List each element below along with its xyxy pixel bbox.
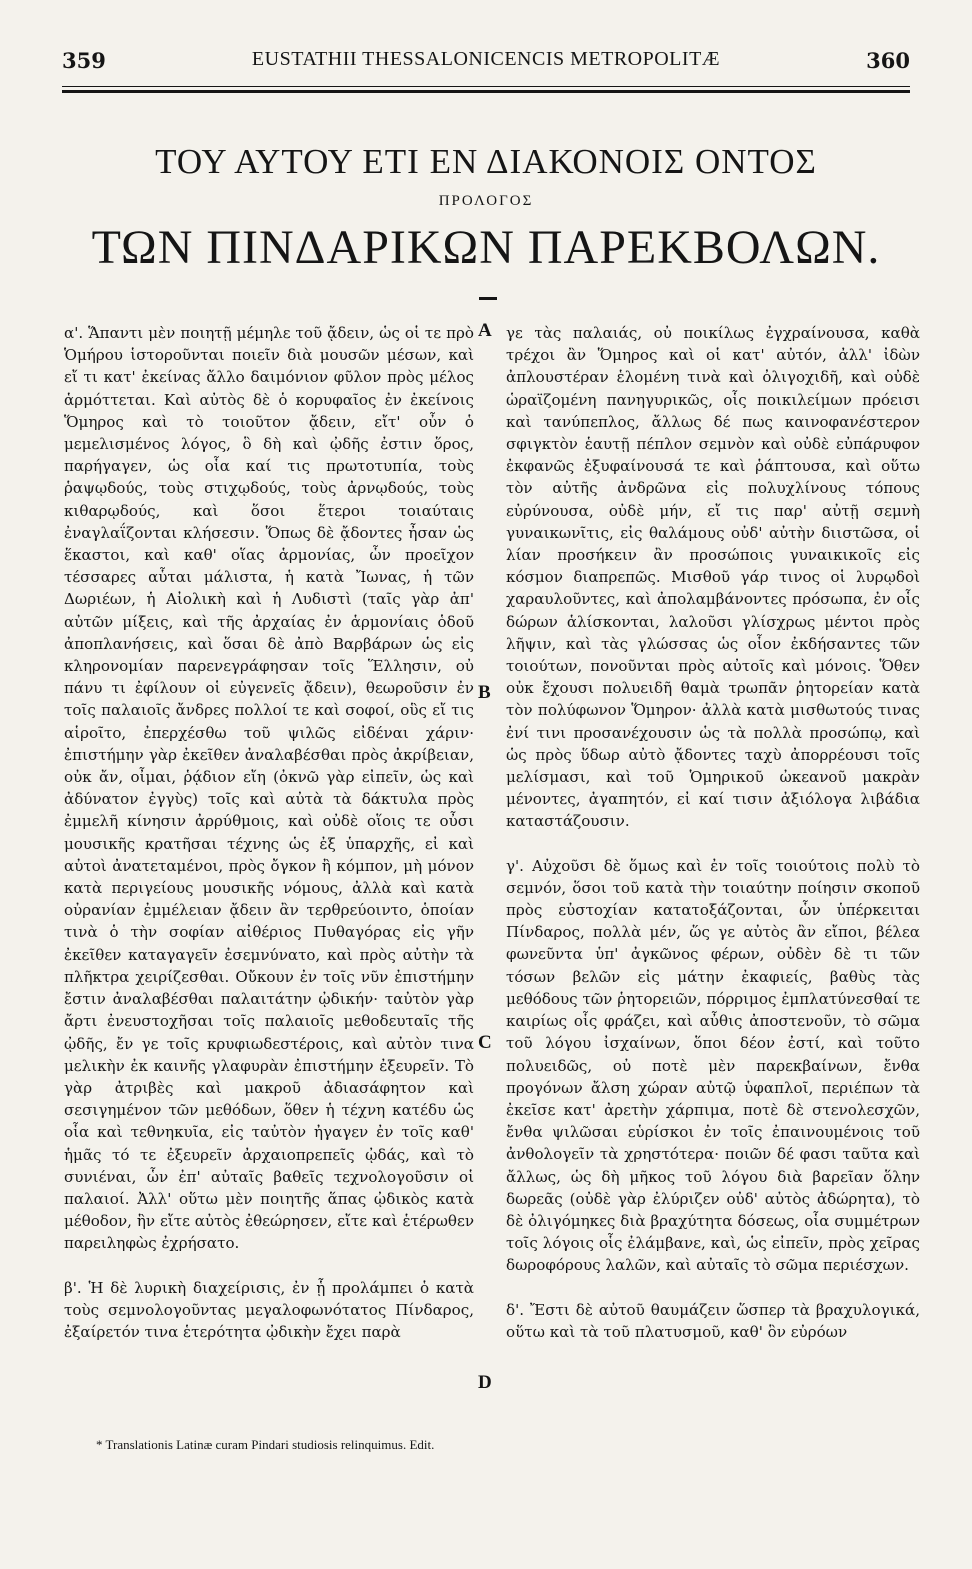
title-line-1: ΤΟΥ ΑΥΤΟΥ ΕΤΙ ΕΝ ΔΙΑΚΟΝΟΙΣ ΟΝΤΟΣ xyxy=(155,142,817,181)
title-main: ΤΩΝ ΠΙΝΔΑΡΙΚΩΝ ΠΑΡΕΚΒΟΛΩΝ. xyxy=(91,221,881,274)
title-prologue: ΠΡΟΛΟΓΟΣ xyxy=(438,193,534,209)
section-marker-b: B xyxy=(478,682,491,703)
paragraph-alpha-continued: γε τὰς παλαιάς, οὐ ποικίλως ἐγχραίνουσα, καθὰ τρέχοι ἂν Ὅμηρος καὶ οἱ κατ' αὐτόν, ἀλλ' ἰδὼν ἀπλουστέραν ἑλομένη τινὰ καὶ ὀλιγοχιδῆ, καὶ οὐδὲ ὡραϊζομένη πανηγυρικῶς, οἷς ποικιλείμων πρόεισι καὶ τανύπεπλος, ἄλλως δέ πως καινοφανέστερον σφιγκτὸν ἑαυτῇ πέπλον σεμνὸν καὶ οὐδὲ εὐπάρυφον ἐκφανῶς ἐξυφαίνουσά τε καὶ ῥάπτουσα, καὶ οὕτω τὸν αὐτῆς ἀνδρῶνα εἰς πολυχλίνους τόπους εὐρύνουσα, οὐδὲ μήν, εἴ τις παρ' αὐτῇ σεμνὴ γυναικωνῖτις, εἰς θαλάμους οὐδ' αὐτὴν διιστῶσα, οἱ λίαν προσήκειν ἂν προσώποις γυναικικοῖς εἰς κόσμον διαπρεπῶς. Μισθοῦ γάρ τινος οἱ λυρῳδοὶ χαραυλοῦντες, καὶ ἀπολαμβάνοντες πρόσωπα, ἐν οἷς δώρων ἁλίσκονται, λαλοῦσι γλίσχρως μέντοι πρὸς λῆψιν, καὶ τὰς γλώσσας ὡς οἷον ἐκδήσαντες τῶν τοιούτων, πονοῦνται πρὸς αὐτοῖς καὶ μόνοις. Ὅθεν οὐκ ἔχουσι πολυειδῆ θαμὰ τρωπᾶν ῥητορείαν κατὰ τὸν πολύφωνον Ὅμηρον· ἀλλὰ κατὰ μισθωτούς τινας ἐνί τινι προσανέχουσιν ὡς τὰ πολλὰ προσώπῳ, καὶ ὡς πρὸς ὕδωρ αὐτὸ ᾄδοντες ταχὺ ἀπορρέουσι τοῖς μελίσμασι, καὶ τοῦ Ὁμηρικοῦ ὠκεανοῦ μακρὰν μένοντες, ἀγαπητόν, εἰ καί τισιν ἀξιόλογα λιβάδια καταστάζουσιν. xyxy=(506,324,920,831)
paragraph-beta: β'. Ἡ δὲ λυρικὴ διαχείρισις, ἐν ᾗ προλάμπει ὁ κατὰ τοὺς σεμνολογοῦντας μεγαλοφωνότατος Πίνδαρος, ἐξαίρετόν τινα ἑτερότητα ᾠδικὴν ἔχει παρὰ xyxy=(64,1278,474,1341)
paragraph-gamma: γ'. Αὐχοῦσι δὲ ὅμως καὶ ἐν τοῖς τοιούτοις πολὺ τὸ σεμνόν, ὅσοι τοῦ κατὰ τὴν τοιαύτην ποίησιν σκοποῦ πρὸς εὐστοχίαν κατατοξάζονται, ὧν ὑπέρκειται Πίνδαρος, πολλὰ μέν, ὥς γε αὐτὸς ἂν εἴποι, βέλεα φωνεῦντα ὑπ' ἀγκῶνος φέρων, οὐδὲν δὲ τι τῶν τόσων βελῶν εἰς μάτην ἐκαφιείς, βαθὺς τὰς μεθόδους τῶν ῥητορειῶν, πόρριμος ἐμπλατύνεσθαί τε καιρίως οἷς φράζει, καὶ αὖθις ἀποστενοῦν, τὸ σῶμα τοῦ λόγου ἰσχαίνων, ὅποι δέον ἐστί, καὶ τοῦτο πολυειδῶς, οὐ ποτὲ μὲν παρεκβαίνων, ἔνθα προγόνων ἄλση χώραν αὐτῷ ὑφαπλοῖ, περιέπων τὰ ἐκεῖσε κατ' ἀρετὴν χάρπιμα, ποτὲ δὲ στενολεσχῶν, ἔνθα ψιλῶσαι εὑρίσκοι ἐν τοῖς ἐπαινουμένοις τοῦ ἀνθολογεῖν τὰ χρηστότερα· ποιῶν δέ φασι ταῦτα καὶ ἄλλως, ὡς δὴ μῆκος τοῦ λόγου διὰ βαρεῖαν ὅλην δωρεᾶς (οὐδὲ γὰρ ἐλύριζεν οὐδ' αὐτὸς ἀδώρητα), τὸ δὲ ὀλιγόμηκες διὰ βραχύτητα δόσεως, οἷα συμμέτρων τοῖς λόγοις οἷς ἐλάμβανε, καὶ, ὡς εἰπεῖν, πρὸς χεῖρας δωροφόρους λαλῶν, καὶ αὐταῖς τὸ σῶμα περιέσχων. xyxy=(506,856,920,1275)
title-separator-dash xyxy=(479,297,497,300)
paragraph-delta: δ'. Ἔστι δὲ αὐτοῦ θαυμάζειν ὥσπερ τὰ βραχυλογικά, οὕτω καὶ τὰ τοῦ πλατυσμοῦ, καθ' ὃν εὐρόων xyxy=(506,1300,920,1341)
right-column xyxy=(506,322,920,1343)
page-number-left: 359 xyxy=(62,48,106,73)
paragraph-alpha: α'. Ἅπαντι μὲν ποιητῇ μέμηλε τοῦ ᾄδειν, ὡς οἱ τε πρὸ Ὁμήρου ἱστοροῦνται ποιεῖν διὰ μουσῶν μέσων, καὶ εἴ τι κατ' ἐκείνας ἄλλο δαιμόνιον φῦλον πρὸς μέλος ἁρμόττεται. Καὶ αὐτὸς δὲ ὁ κορυφαῖος ἐν ἐκείνοις Ὅμηρος καὶ τὸ τοιοῦτον ᾄδειν, εἴτ' οὖν ὁ μεμελισμένος λόγος, ὃ δὴ καὶ ᾠδῆς ἐστιν ὅρος, παρήγαγεν, ὡς οἷα καί τις πρωτοτυπία, τοὺς ῥαψῳδούς, τοὺς στιχῳδούς, τοὺς ἀρνῳδούς, τοὺς κιθαρῳδούς, καὶ ὅσοι ἕτεροι τοιαύταις ἐναγλαΐζονται κλήσεσιν. Ὅπως δὲ ᾄδοντες ἦσαν ὡς ἕκαστοι, καὶ καθ' οἵας ἁρμονίας, ὧν προεῖχον τέσσαρες αὗται μάλιστα, ἡ κατὰ Ἴωνας, ἡ τῶν Δωριέων, ἡ Αἰολικὴ καὶ ἡ Λυδιστὶ (ταῖς γὰρ ἀπ' αὐτῶν μίξεις, καὶ τῆς ἀρχαίας ἐν ἁρμονίαις ὁδοῦ ἀποπλανήσεις, καὶ ὅσαι δὲ ἀπὸ Βαρβάρων ὡς εἰς κληρονομίαν παρενεγράφησαν τοῖς Ἕλλησιν, οὐ πάνυ τι ἐφίλουν οἱ εὐγενεῖς ᾄδειν), θεωροῦσιν ἐν τοῖς παλαιοῖς ἄνδρες πολλοί τε καὶ σοφοί, οὓς εἴ τις αἱροῖτο, ἐπερχέσθω τοῦ ψιλῶς εἰδέναι χάριν· ἐπιστήμην γὰρ ἐκεῖθεν ἀναλαβέσθαι πρὸς ἀκρίβειαν, οὐκ ἄν, οἶμαι, ῥᾴδιον εἴη (ὀκνῶ γὰρ εἰπεῖν, ὡς καὶ ἀδύνατον ἐγγὺς) τοῖς καὶ αὐτὰ τὰ δάκτυλα πρὸς ἐμμελῆ κίνησιν ἀρρύθμοις, καὶ οὐδὲ οἵοις τε οὖσι μουσικῆς κρατῆσαι τέχνης ὡς ἐξ ὑπαρχῆς, εἰ καὶ αὐτοὶ ἀνατεταμένοι, πρὸς ὄγκον ἢ κόμπον, μὴ μόνον κατὰ περιγείους μουσικῆς νόμους, ἀλλὰ καὶ κατὰ οὐρανίαν ἐμμέλειαν ᾄδειν ἂν τερθρεύοιντο, ὁποίαν τινὰ ὁ τὴν σοφίαν αἰθέριος Πυθαγόρας εἰς γῆν ἐκεῖθεν καταγαγεῖν ἐσεμνύνατο, καὶ πρὸς αὐτὴν τὰ πλῆκτρα χειρίζεσθαι. Οὔκουν ἐν τοῖς νῦν ἐπιστήμην ἔστιν ἀναλαβέσθαι παλαιτάτην ᾠδικήν· ταὐτὸν γὰρ ἄρτι ἐνευστοχῆσαι τοῖς παλαιοῖς μεθοδευταῖς τῆς ᾠδῆς, ἔν γε τοῖς κρυφιωδεστέροις, καὶ αὐτὸν τινα μελικὴν ἐκ καινῆς γλαφυρὰν ἐπιστήμην ἐξευρεῖν. Τὸ γὰρ ἀτριβὲς καὶ μακροῦ ἀδιασάφητον καὶ σεσιγημένον τῶν μεθόδων, ὅθεν ἡ τέχνη κατέδυ ὡς οἷα καὶ τεθνηκυῖα, εἰς ταὐτὸν ἠγαγεν ἐν τοῖς καθ' ἡμᾶς τό τε ἐξευρεῖν ἀρχαιοπρεπεῖς ᾠδάς, καὶ τὸ συνιέναι, ὧν ἐπ' αὐταῖς βαθεῖς τεχνολογοῦσιν οἱ παλαιοί. Ἀλλ' οὕτω μὲν ποιητῆς ἅπας ᾠδικὸς κατὰ μέθοδον, ἣν εἴτε αὐτὸς ἐθεώρησεν, εἴτε καὶ ἑτέρωθεν παρειληφὼς ἐχρήσατο. xyxy=(64,324,474,1253)
header-rule-thick xyxy=(62,90,910,93)
header-rule-thin xyxy=(62,86,910,87)
running-title: EUSTATHII THESSALONICENCIS METROPOLITÆ xyxy=(251,48,721,70)
section-marker-d: D xyxy=(478,1372,492,1393)
footnote: * Translationis Latinæ curam Pindari studiosis relinquimus. Edit. xyxy=(96,1437,435,1452)
page-number-right: 360 xyxy=(866,48,910,73)
section-marker-c: C xyxy=(478,1032,492,1053)
running-header xyxy=(62,48,910,82)
section-marker-a: A xyxy=(478,320,492,341)
left-column xyxy=(64,322,474,1343)
